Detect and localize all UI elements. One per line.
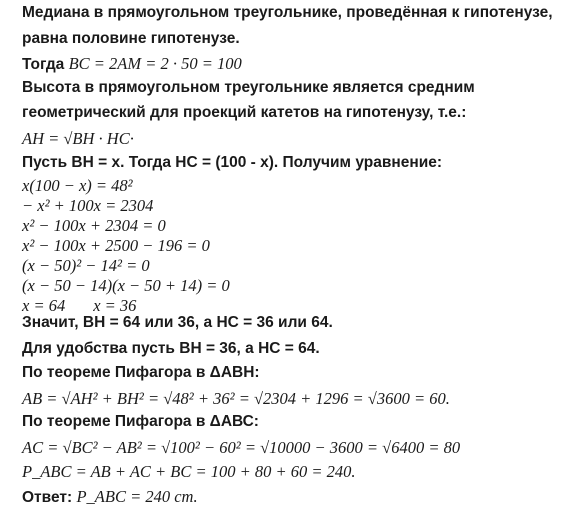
formula-perimeter: P_ABC = AB + AC + BC = 100 + 80 + 60 = 240.	[22, 462, 356, 481]
formula-bc: BC = 2AM = 2 · 50 = 100	[68, 54, 242, 73]
roots-line	[22, 296, 136, 316]
equation-4: x² − 100x + 2500 − 196 = 0	[22, 236, 210, 255]
label-togda: Тогда	[22, 56, 69, 73]
equation-5: (x − 50)² − 14² = 0	[22, 256, 150, 275]
text-line-8: По теореме Пифагора в ΔАВН:	[22, 364, 260, 381]
text-line-4: геометрический для проекций катетов на гипотенузу, т.е.:	[22, 104, 467, 121]
math-line-tagda	[22, 54, 242, 74]
root-1: x = 64	[22, 296, 66, 315]
equation-3: x² − 100x + 2304 = 0	[22, 216, 166, 235]
equation-2: − x² + 100x = 2304	[22, 196, 154, 215]
label-answer: Ответ:	[22, 489, 77, 506]
formula-ah: AH = √BH · HC·	[22, 129, 134, 148]
equation-1: x(100 − x) = 48²	[22, 176, 133, 195]
text-line-2: равна половине гипотенузе.	[22, 30, 240, 47]
text-line-5: Пусть ВН = х. Тогда НС = (100 - х). Получим уравнение:	[22, 154, 443, 171]
text-line-7: Для удобства пусть ВН = 36, а НС = 64.	[22, 340, 320, 357]
formula-ac: AC = √BC² − AB² = √100² − 60² = √10000 − 3600 = √6400 = 80	[22, 438, 461, 457]
formula-ab: AB = √AH² + BH² = √48² + 36² = √2304 + 1296 = √3600 = 60.	[22, 389, 450, 408]
root-2: x = 36	[93, 296, 137, 315]
text-line-6: Значит, ВН = 64 или 36, а НС = 36 или 64.	[22, 314, 333, 331]
answer-line	[22, 487, 198, 507]
text-line-3: Высота в прямоугольном треугольнике является средним	[22, 79, 475, 96]
text-line-1: Медиана в прямоугольном треугольнике, проведённая к гипотенузе,	[22, 4, 553, 21]
text-line-9: По теореме Пифагора в ΔАВС:	[22, 413, 259, 430]
equation-6: (x − 50 − 14)(x − 50 + 14) = 0	[22, 276, 230, 295]
formula-answer: P_ABC = 240 cm.	[76, 487, 198, 506]
